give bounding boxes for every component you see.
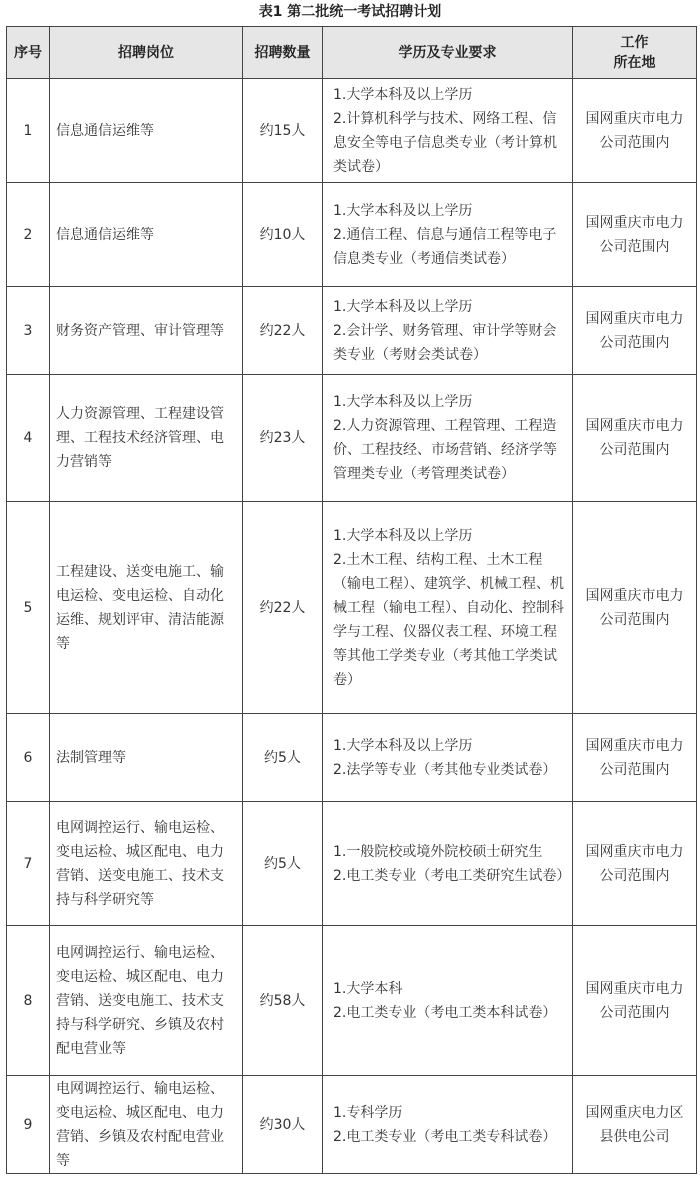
seq-cell: 8 (7, 926, 50, 1076)
location-cell: 国网重庆市电力公司范围内 (573, 375, 697, 502)
count-cell: 约22人 (243, 502, 323, 714)
position-cell: 电网调控运行、输电运检、变电运检、城区配电、电力营销、送变电施工、技术支持与科学研究、乡镇及农村配电营业等 (50, 926, 243, 1076)
count-cell: 约30人 (243, 1076, 323, 1174)
table-row (7, 375, 697, 502)
table-row (7, 79, 697, 183)
location-cell: 国网重庆市电力公司范围内 (573, 287, 697, 375)
requirement-degree: 1.大学本科及以上学历 (333, 737, 473, 754)
seq-cell: 1 (7, 79, 50, 183)
table-row (7, 1076, 697, 1174)
count-cell: 约23人 (243, 375, 323, 502)
requirement-major: 2.法学等专业（考其他专业类试卷） (333, 761, 557, 778)
header-seq: 序号 (7, 27, 50, 79)
seq-cell: 9 (7, 1076, 50, 1174)
requirements-cell (323, 714, 573, 802)
location-cell: 国网重庆市电力公司范围内 (573, 714, 697, 802)
position-cell: 电网调控运行、输电运检、变电运检、城区配电、电力营销、乡镇及农村配电营业等 (50, 1076, 243, 1174)
location-cell: 国网重庆市电力公司范围内 (573, 926, 697, 1076)
recruitment-plan-table (6, 26, 697, 1174)
header-count: 招聘数量 (243, 27, 323, 79)
seq-cell: 2 (7, 183, 50, 287)
requirement-degree: 1.大学本科及以上学历 (333, 202, 473, 219)
position-cell: 法制管理等 (50, 714, 243, 802)
requirement-major: 2.电工类专业（考电工类研究生试卷） (333, 867, 571, 884)
requirements-cell (323, 79, 573, 183)
requirement-degree: 1.一般院校或境外院校硕士研究生 (333, 843, 543, 860)
requirement-degree: 1.大学本科 (333, 980, 403, 997)
count-cell: 约22人 (243, 287, 323, 375)
location-cell: 国网重庆市电力公司范围内 (573, 802, 697, 926)
requirement-major: 2.通信工程、信息与通信工程等电子信息类专业（考通信类试卷） (333, 226, 557, 267)
requirements-cell (323, 375, 573, 502)
count-cell: 约5人 (243, 802, 323, 926)
location-cell: 国网重庆市电力公司范围内 (573, 79, 697, 183)
table-row (7, 502, 697, 714)
table-row (7, 183, 697, 287)
header-location (573, 27, 697, 79)
location-cell: 国网重庆电力区县供电公司 (573, 1076, 697, 1174)
requirement-major: 2.土木工程、结构工程、土木工程（输电工程）、建筑学、机械工程、机械工程（输电工程）、自动化、控制科学与工程、仪器仪表工程、环境工程等其他工学类专业（考其他工学类试卷） (333, 551, 564, 688)
position-cell: 人力资源管理、工程建设管理、工程技术经济管理、电力营销等 (50, 375, 243, 502)
requirement-major: 2.会计学、财务管理、审计学等财会类专业（考财会类试卷） (333, 322, 557, 363)
header-requirements: 学历及专业要求 (323, 27, 573, 79)
requirement-degree: 1.大学本科及以上学历 (333, 527, 473, 544)
requirement-major: 2.电工类专业（考电工类本科试卷） (333, 1004, 557, 1021)
position-cell: 工程建设、送变电施工、输电运检、变电运检、自动化运维、规划评审、清洁能源等 (50, 502, 243, 714)
location-cell: 国网重庆市电力公司范围内 (573, 183, 697, 287)
requirement-degree: 1.专科学历 (333, 1104, 403, 1121)
requirement-major: 2.电工类专业（考电工类专科试卷） (333, 1128, 557, 1145)
header-row (7, 27, 697, 79)
table-row (7, 926, 697, 1076)
requirement-major: 2.人力资源管理、工程管理、工程造价、工程技经、市场营销、经济学等管理类专业（考管理类试卷） (333, 418, 557, 482)
requirements-cell (323, 802, 573, 926)
requirements-cell (323, 287, 573, 375)
requirement-degree: 1.大学本科及以上学历 (333, 394, 473, 410)
header-location-line1: 工作 (620, 34, 649, 51)
position-cell: 信息通信运维等 (50, 79, 243, 183)
requirement-major: 2.计算机科学与技术、网络工程、信息安全等电子信息类专业（考计算机类试卷） (333, 110, 557, 175)
requirement-degree: 1.大学本科及以上学历 (333, 86, 473, 103)
requirement-degree: 1.大学本科及以上学历 (333, 298, 473, 315)
table-title: 表1 第二批统一考试招聘计划 (258, 4, 442, 20)
seq-cell: 7 (7, 802, 50, 926)
header-location-line2: 所在地 (613, 54, 656, 71)
count-cell: 约10人 (243, 183, 323, 287)
header-position: 招聘岗位 (50, 27, 243, 79)
requirements-cell (323, 1076, 573, 1174)
seq-cell: 5 (7, 502, 50, 714)
count-cell: 约58人 (243, 926, 323, 1076)
position-cell: 财务资产管理、审计管理等 (50, 287, 243, 375)
table-row (7, 802, 697, 926)
count-cell: 约5人 (243, 714, 323, 802)
table-row (7, 714, 697, 802)
seq-cell: 6 (7, 714, 50, 802)
table-row (7, 287, 697, 375)
position-cell: 电网调控运行、输电运检、变电运检、城区配电、电力营销、送变电施工、技术支持与科学研究等 (50, 802, 243, 926)
position-cell: 信息通信运维等 (50, 183, 243, 287)
seq-cell: 4 (7, 375, 50, 502)
requirements-cell (323, 926, 573, 1076)
location-cell: 国网重庆市电力公司范围内 (573, 502, 697, 714)
requirements-cell (323, 183, 573, 287)
count-cell: 约15人 (243, 79, 323, 183)
requirements-cell (323, 502, 573, 714)
seq-cell: 3 (7, 287, 50, 375)
